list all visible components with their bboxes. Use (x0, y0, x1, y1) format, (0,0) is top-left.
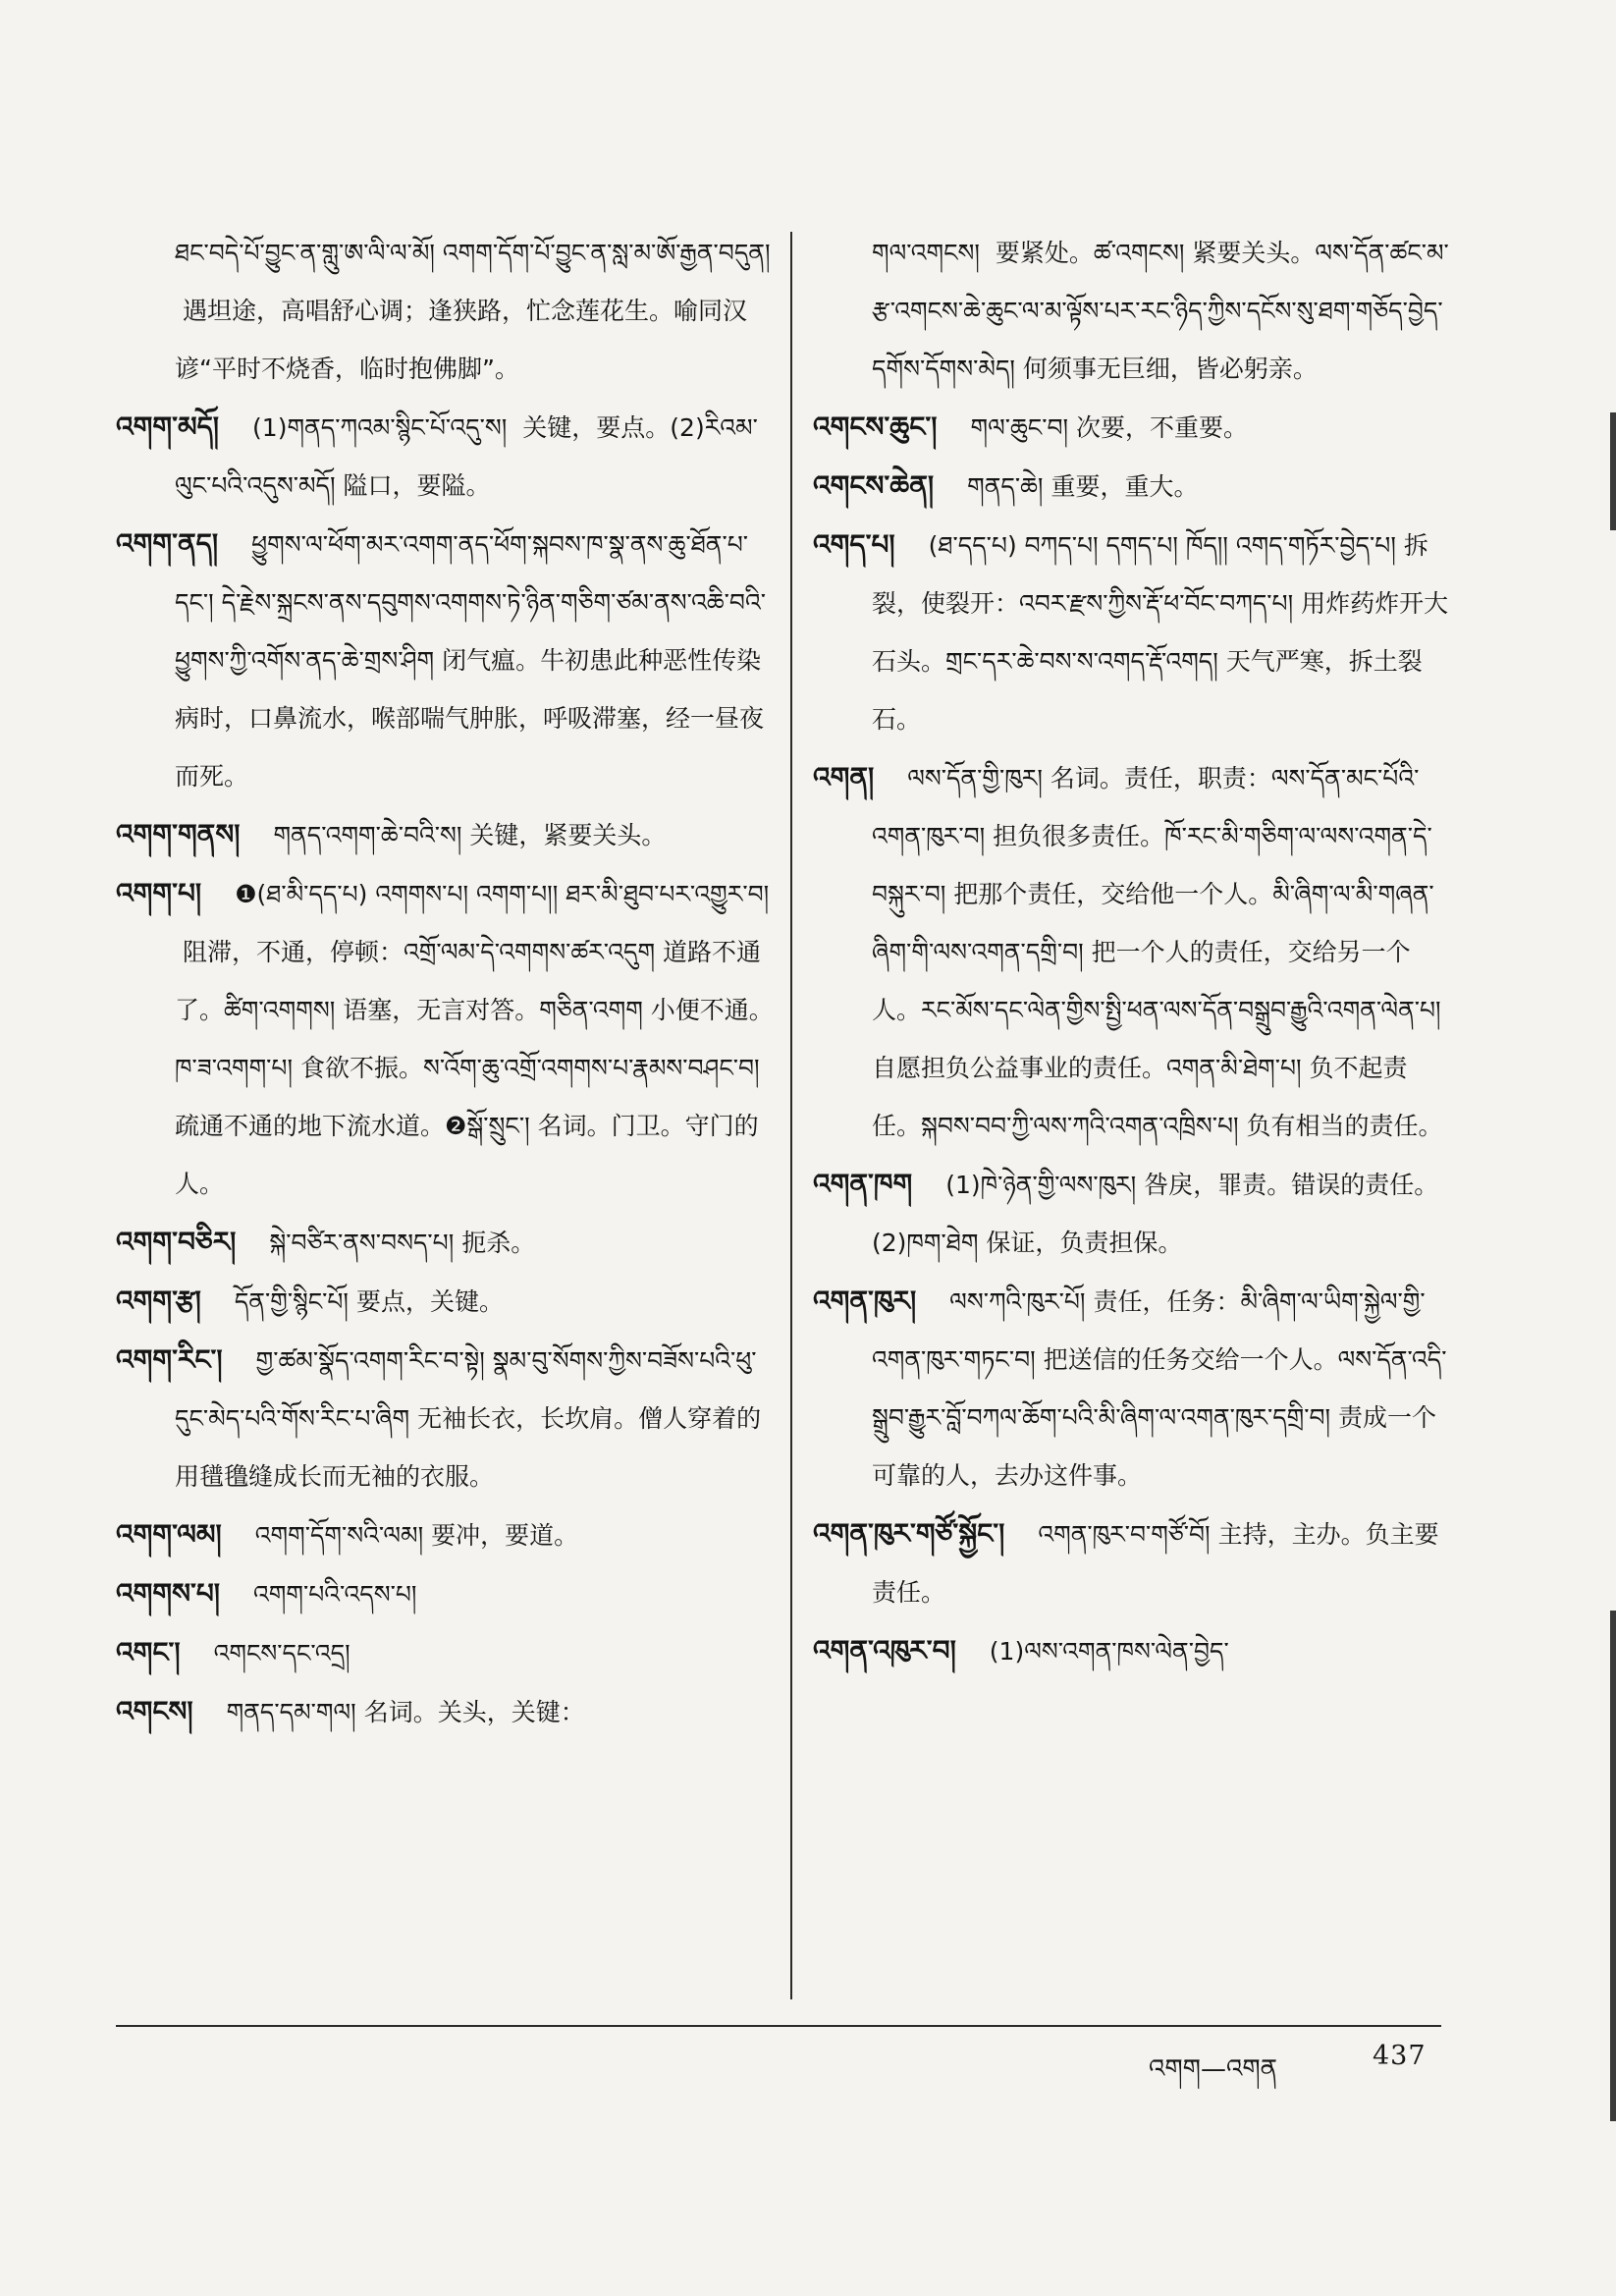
entry-definition-tibetan: ལས་དོན་གྱི་ཁུར། (907, 764, 1043, 793)
dictionary-entry (116, 224, 776, 398)
dictionary-entry (813, 1155, 1451, 1272)
entry-definition-chinese: 主持，主办。负主要责任。 (872, 1520, 1439, 1607)
entry-definition-chinese: 责任，任务：མི་ཞིག་ལ་ཡིག་སྐྱེལ་གྱི་འགན་ཁུར་གཏང་བ། 把送信的任务交给一个人。ལས་དོན་འདི་སྒྲུབ་རྒྱུར་བློ་བཀལ་ཆོག་པའི་མི་ཞིག་ལ་འགན་ཁུར་དགྲི་བ། 责成一个可靠的人，去办这件事。 (872, 1287, 1447, 1490)
entry-definition-tibetan: འགག་དོག་སའི་ལམ། (254, 1521, 424, 1550)
dictionary-entry (813, 224, 1451, 398)
entry-definition-chinese: 要紧处。ཚ་འགངས། 紧要关头。ལས་དོན་ཚང་མ་རྩ་འགངས་ཆེ་ཆུང་ལ་མ་ལྟོས་པར་རང་ཉིད་ཀྱིས་དངོས་སུ་ཐག་གཅོད་བྱེད་དགོས་དོགས་མེད། 何须事无巨细，皆必躬亲。 (872, 239, 1449, 383)
column-divider (790, 232, 792, 1999)
dictionary-entry (116, 1564, 776, 1623)
entry-headword: འགག་བཅིར། (116, 1226, 237, 1258)
entry-definition-chinese: 名词。关头，关键： (363, 1698, 585, 1726)
entry-definition-chinese: 拆裂，使裂开：འབར་རྫས་ཀྱིས་རྡོ་ཕ་བོང་བཀད་པ། 用炸药炸开大石头。གྲང་དར་ཆེ་བས་ས་འགད་རྡོ་འགད། 天气严寒，拆土裂石。 (872, 531, 1449, 734)
entry-headword: འགག་མདོ། (116, 410, 220, 443)
dictionary-entry (116, 1505, 776, 1564)
entry-definition-tibetan: དོན་གྱི་སྙིང་པོ། (234, 1287, 349, 1316)
entry-headword: འགན་ཁག (813, 1168, 913, 1200)
entry-definition-tibetan: སྐེ་བཙིར་ནས་བསད་པ། (269, 1229, 455, 1257)
entry-definition-tibetan: ❶(ཐ་མི་དད་པ) འགགས་པ། འགག་པ།། ཐར་མི་ཐུབ་པར་འགྱུར་བ། (235, 880, 770, 908)
footer-rule (116, 2025, 1441, 2027)
entry-definition-chinese: 重要，重大。 (1050, 472, 1199, 501)
entry-definition-chinese: 遇坦途，高唱舒心调；逢狭路，忙念莲花生。喻同汉谚“平时不烧香，临时抱佛脚”。 (175, 297, 748, 383)
entry-definition-tibetan: ལས་ཀའི་ཁུར་པོ། (949, 1287, 1086, 1316)
entry-definition-tibetan: (ཐ་དད་པ) བཀད་པ། དགད་པ། ཁོད།། འགད་གཏོར་བྱེད་པ། (928, 531, 1396, 560)
entry-definition-tibetan: ཐང་བདེ་པོ་བྱུང་ན་གླུ་ཨ་ལི་ལ་མོ། འགག་དོག་པོ་བྱུང་ན་སླ་མ་ཨོ་རྒྱན་བདུན། (175, 239, 771, 267)
dictionary-entry (813, 516, 1451, 748)
left-column (116, 224, 776, 1741)
entry-definition-chinese: 要冲，要道。 (431, 1521, 579, 1550)
edge-scan-mark (1610, 1611, 1616, 2121)
entry-definition-chinese: 阻滞，不通，停顿：འགྲོ་ལམ་དེ་འགགས་ཚར་འདུག 道路不通了。ཚིག་འགགས། 语塞，无言对答。གཅིན་འགག 小便不通。ཁ་ཟ་འགག་པ། 食欲不振。ས་འོག་ཆུ་འགྲོ་འགགས་པ་རྣམས་བཤང་བ། 疏通不通的地下流水道。❷སྒོ་སྲུང་། 名词。门卫。守门的人。 (175, 938, 774, 1198)
entry-headword: འགངས་ཆེན། (813, 469, 935, 502)
entry-definition-chinese: 要点，关键。 (355, 1287, 504, 1316)
page-number: 437 (1373, 2041, 1427, 2071)
entry-headword: འགན་ཁུར་གཙོ་སྐྱོང་། (813, 1517, 1005, 1550)
entry-definition-chinese: 无袖长衣，长坎肩。僧人穿着的用氆氇缝成长而无袖的衣服。 (175, 1404, 762, 1491)
dictionary-entry (116, 515, 776, 805)
edge-scan-mark (1610, 412, 1616, 530)
entry-definition-tibetan: གལ་ཆུང་བ། (970, 413, 1069, 442)
entry-definition-chinese: 闭气瘟。牛初患此种恶性传染病时，口鼻流水，喉部喘气肿胀，呼吸滞塞，经一昼夜而死。 (175, 646, 765, 791)
entry-definition-chinese: 名词。责任，职责：ལས་དོན་མང་པོའི་འགན་ཁུར་བ། 担负很多责任。ཁོ་རང་མི་གཅིག་ལ་ལས་འགན་དེ་བསྐུར་བ། 把那个责任，交给他一个人。མི་ཞིག་ལ་མི་གཞན་ཞིག་གི་ལས་འགན་དགྲི་བ། 把一个人的责任，交给另一个人。རང་མོས་དང་ལེན་གྱིས་སྤྱི་ཕན་ལས་དོན་བསྒྲུབ་རྒྱུའི་འགན་ལེན་པ། 自愿担负公益事业的责任。འགན་མི་ཐེག་པ། 负不起责任。སྐབས་བབ་ཀྱི་ལས་ཀའི་འགན་འཁྲིས་པ། 负有相当的责任。 (872, 764, 1443, 1140)
dictionary-entry (116, 1331, 776, 1505)
entry-headword: འགག་པ། (116, 877, 202, 909)
entry-headword: འགགས་པ། (116, 1577, 221, 1610)
dictionary-entry (813, 748, 1451, 1155)
entry-headword: འགག་ནད། (116, 527, 219, 560)
entry-definition-tibetan: (1)ཁེ་ཉེན་གྱི་ལས་ཁུར། (945, 1171, 1137, 1199)
right-column (813, 224, 1451, 1680)
dictionary-entry (116, 1272, 776, 1331)
running-head-range: འགག—འགན (1149, 2054, 1278, 2084)
entry-headword: འགན་ཁུར། (813, 1285, 917, 1317)
entry-definition-chinese: 次要，不重要。 (1076, 413, 1249, 442)
dictionary-entry (813, 1272, 1451, 1504)
entry-definition-tibetan: གྱ་ཚམ་སྣོད་འགག་རིང་བ་སྟེ། སྣམ་བུ་སོགས་ཀྱིས་བཟོས་པའི་ཕུ་དུང་མེད་པའི་གོས་རིང་པ་ཞིག (175, 1346, 757, 1433)
entry-headword: འགག་རྩ། (116, 1285, 201, 1317)
entry-definition-tibetan: གནད་འགག་ཆེ་བའི་ས། (273, 821, 462, 849)
entry-definition-chinese: 关键，紧要关头。 (469, 821, 667, 849)
entry-definition-tibetan: གནད་དམ་གལ། (226, 1698, 356, 1726)
entry-definition-tibetan: གནད་ཆེ། (967, 472, 1044, 501)
entry-headword: འགན་འཁུར་བ། (813, 1634, 956, 1667)
entry-headword: འགག་གནས། (116, 818, 241, 850)
dictionary-entry (116, 398, 776, 515)
entry-headword: འགག་རིང་། (116, 1343, 223, 1376)
dictionary-entry (116, 1623, 776, 1682)
entry-headword: འགན། (813, 761, 875, 793)
dictionary-entry (813, 1504, 1451, 1621)
dictionary-entry (116, 864, 776, 1213)
entry-headword: འགད་པ། (813, 528, 895, 561)
entry-headword: འགངས་ཆུང་། (813, 410, 938, 443)
dictionary-entry (813, 398, 1451, 457)
entry-definition-tibetan: འགངས་དང་འདྲ། (213, 1639, 350, 1667)
entry-definition-tibetan: ཕྱུགས་ལ་ཕོག་མར་འགག་ནད་ཕོག་སྐབས་ཁ་སྣ་ནས་ཆུ་ཐོན་པ་དང་། དེ་རྗེས་སྐྲངས་ནས་དབུགས་འགགས་ཏེ་ཉིན་གཅིག་ཙམ་ནས་འཆི་བའི་ཕྱུགས་ཀྱི་འགོས་ནད་ཆེ་གྲས་ཤིག (175, 530, 766, 675)
dictionary-entry (116, 1682, 776, 1741)
entry-headword: འགང་། (116, 1636, 181, 1668)
dictionary-entry (116, 1213, 776, 1272)
entry-headword: འགངས། (116, 1695, 193, 1727)
entry-definition-tibetan: གལ་འགངས། (872, 239, 988, 267)
entry-definition-tibetan: (1)ལས་འགན་ཁས་ལེན་བྱེད་ (989, 1637, 1229, 1666)
entry-definition-tibetan: འགན་ཁུར་བ་གཙོ་བོ། (1038, 1520, 1211, 1549)
dictionary-entry (116, 805, 776, 864)
entry-definition-chinese: 咎戾，罪责。错误的责任。(2)ཁག་ཐེག 保证，负责担保。 (872, 1171, 1439, 1257)
entry-definition-chinese: 扼杀。 (461, 1229, 536, 1257)
entry-definition-tibetan: (1)གནད་ཀའམ་སྙིང་པོ་འདུ་ས། (252, 413, 515, 442)
entry-definition-chinese: 关键，要点。(2)རིའམ་ལུང་པའི་འདུས་མདོ། 隘口，要隘。 (175, 413, 758, 500)
dictionary-entry (813, 1621, 1451, 1680)
dictionary-entry (813, 457, 1451, 516)
entry-headword: འགག་ལམ། (116, 1518, 222, 1551)
entry-definition-tibetan: འགག་པའི་འདས་པ། (253, 1580, 417, 1609)
